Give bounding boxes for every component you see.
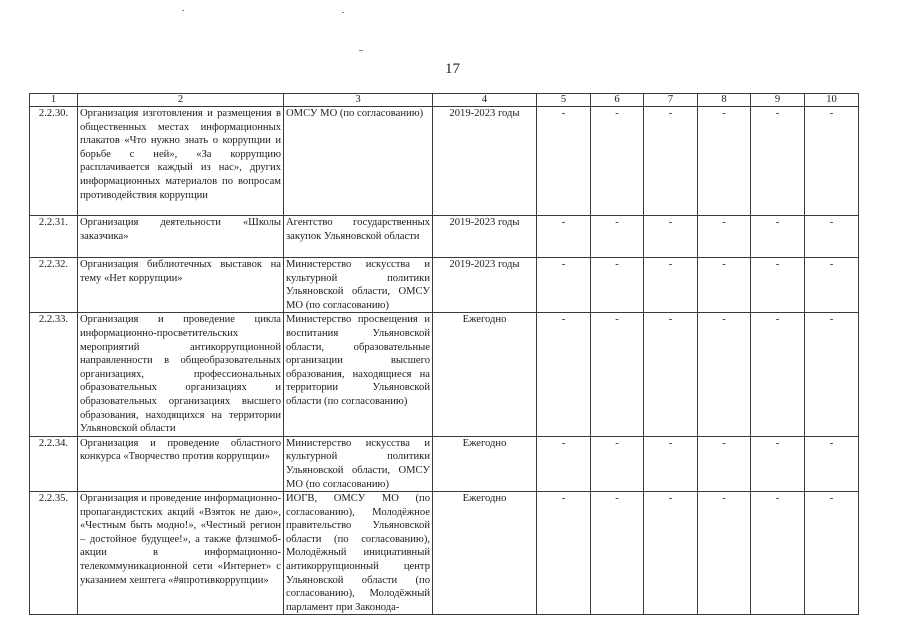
funding-cell: -	[591, 216, 644, 258]
funding-cell: -	[698, 436, 751, 491]
period: Ежегодно	[433, 436, 537, 491]
column-number-row	[30, 94, 859, 107]
column-number: 7	[644, 94, 698, 107]
funding-cell: -	[591, 313, 644, 436]
event-description: Организация и проведение информационно-пропагандистских акций «Взяток не даю», «Честным быть модно!», «Честный регион – достойное будущее!», а также флэшмоб-акции в информационно-телекоммуникационной сети «Интернет» с указанием хештега «#япротивкоррупции»	[78, 492, 284, 615]
executor: Министерство искусства и культурной политики Ульяновской области, ОМСУ МО (по согласованию)	[284, 436, 433, 491]
funding-cell: -	[537, 258, 591, 313]
column-number: 9	[751, 94, 805, 107]
event-description: Организация деятельности «Школы заказчика»	[78, 216, 284, 258]
funding-cell: -	[805, 216, 859, 258]
column-number: 8	[698, 94, 751, 107]
funding-cell: -	[751, 492, 805, 615]
funding-cell: -	[537, 216, 591, 258]
column-number: 1	[30, 94, 78, 107]
item-number: 2.2.30.	[30, 107, 78, 216]
funding-cell: -	[805, 258, 859, 313]
funding-cell: -	[644, 107, 698, 216]
measures-table	[29, 93, 859, 615]
funding-cell: -	[537, 107, 591, 216]
executor: ИОГВ, ОМСУ МО (по согласованию), Молодёжное правительство Ульяновской области (по согласованию), Молодёжный инициативный антикоррупционный центр Ульяновской области (по согласованию), Молодёжный парламент при Законода-	[284, 492, 433, 615]
column-number: 3	[284, 94, 433, 107]
item-number: 2.2.35.	[30, 492, 78, 615]
funding-cell: -	[537, 436, 591, 491]
column-number: 4	[433, 94, 537, 107]
funding-cell: -	[805, 492, 859, 615]
column-number: 10	[805, 94, 859, 107]
funding-cell: -	[751, 313, 805, 436]
period: 2019-2023 годы	[433, 216, 537, 258]
table-row	[30, 216, 859, 258]
executor: Министерство просвещения и воспитания Ульяновской области, образовательные организации высшего образования, находящиеся на территории Ульяновской области (по согласованию)	[284, 313, 433, 436]
event-description: Организация и проведение цикла информационно-просветительских мероприятий антикоррупционной направленности в общеобразовательных организациях, профессиональных образовательных организациях и образовательных организациях высшего образования, находящихся на территории Ульяновской области	[78, 313, 284, 436]
period: Ежегодно	[433, 313, 537, 436]
table-row	[30, 107, 859, 216]
column-number: 6	[591, 94, 644, 107]
funding-cell: -	[537, 492, 591, 615]
item-number: 2.2.33.	[30, 313, 78, 436]
funding-cell: -	[591, 492, 644, 615]
event-description: Организация и проведение областного конкурса «Творчество против коррупции»	[78, 436, 284, 491]
funding-cell: -	[591, 107, 644, 216]
funding-cell: -	[751, 258, 805, 313]
funding-cell: -	[751, 216, 805, 258]
period: 2019-2023 годы	[433, 107, 537, 216]
column-number: 5	[537, 94, 591, 107]
column-number: 2	[78, 94, 284, 107]
executor: Министерство искусства и культурной политики Ульяновской области, ОМСУ МО (по согласованию)	[284, 258, 433, 313]
funding-cell: -	[805, 313, 859, 436]
funding-cell: -	[698, 216, 751, 258]
item-number: 2.2.34.	[30, 436, 78, 491]
funding-cell: -	[805, 107, 859, 216]
item-number: 2.2.31.	[30, 216, 78, 258]
funding-cell: -	[751, 107, 805, 216]
period: 2019-2023 годы	[433, 258, 537, 313]
funding-cell: -	[698, 107, 751, 216]
executor: Агентство государственных закупок Ульяновской области	[284, 216, 433, 258]
page-number: 17	[445, 61, 460, 77]
table-row	[30, 258, 859, 313]
item-number: 2.2.32.	[30, 258, 78, 313]
funding-cell: -	[698, 258, 751, 313]
funding-cell: -	[751, 436, 805, 491]
funding-cell: -	[537, 313, 591, 436]
funding-cell: -	[644, 258, 698, 313]
funding-cell: -	[644, 313, 698, 436]
table-row	[30, 436, 859, 491]
event-description: Организация библиотечных выставок на тему «Нет коррупции»	[78, 258, 284, 313]
funding-cell: -	[805, 436, 859, 491]
executor: ОМСУ МО (по согласованию)	[284, 107, 433, 216]
funding-cell: -	[591, 436, 644, 491]
funding-cell: -	[644, 492, 698, 615]
event-description: Организация изготовления и размещения в общественных местах информационных плакатов «Что нужно знать о коррупции и борьбе с ней», «За коррупцию расплачивается каждый из нас», других информационных материалов по вопросам противодействия коррупции	[78, 107, 284, 216]
funding-cell: -	[698, 492, 751, 615]
funding-cell: -	[591, 258, 644, 313]
table-row	[30, 492, 859, 615]
funding-cell: -	[698, 313, 751, 436]
period: Ежегодно	[433, 492, 537, 615]
funding-cell: -	[644, 216, 698, 258]
funding-cell: -	[644, 436, 698, 491]
table-row	[30, 313, 859, 436]
